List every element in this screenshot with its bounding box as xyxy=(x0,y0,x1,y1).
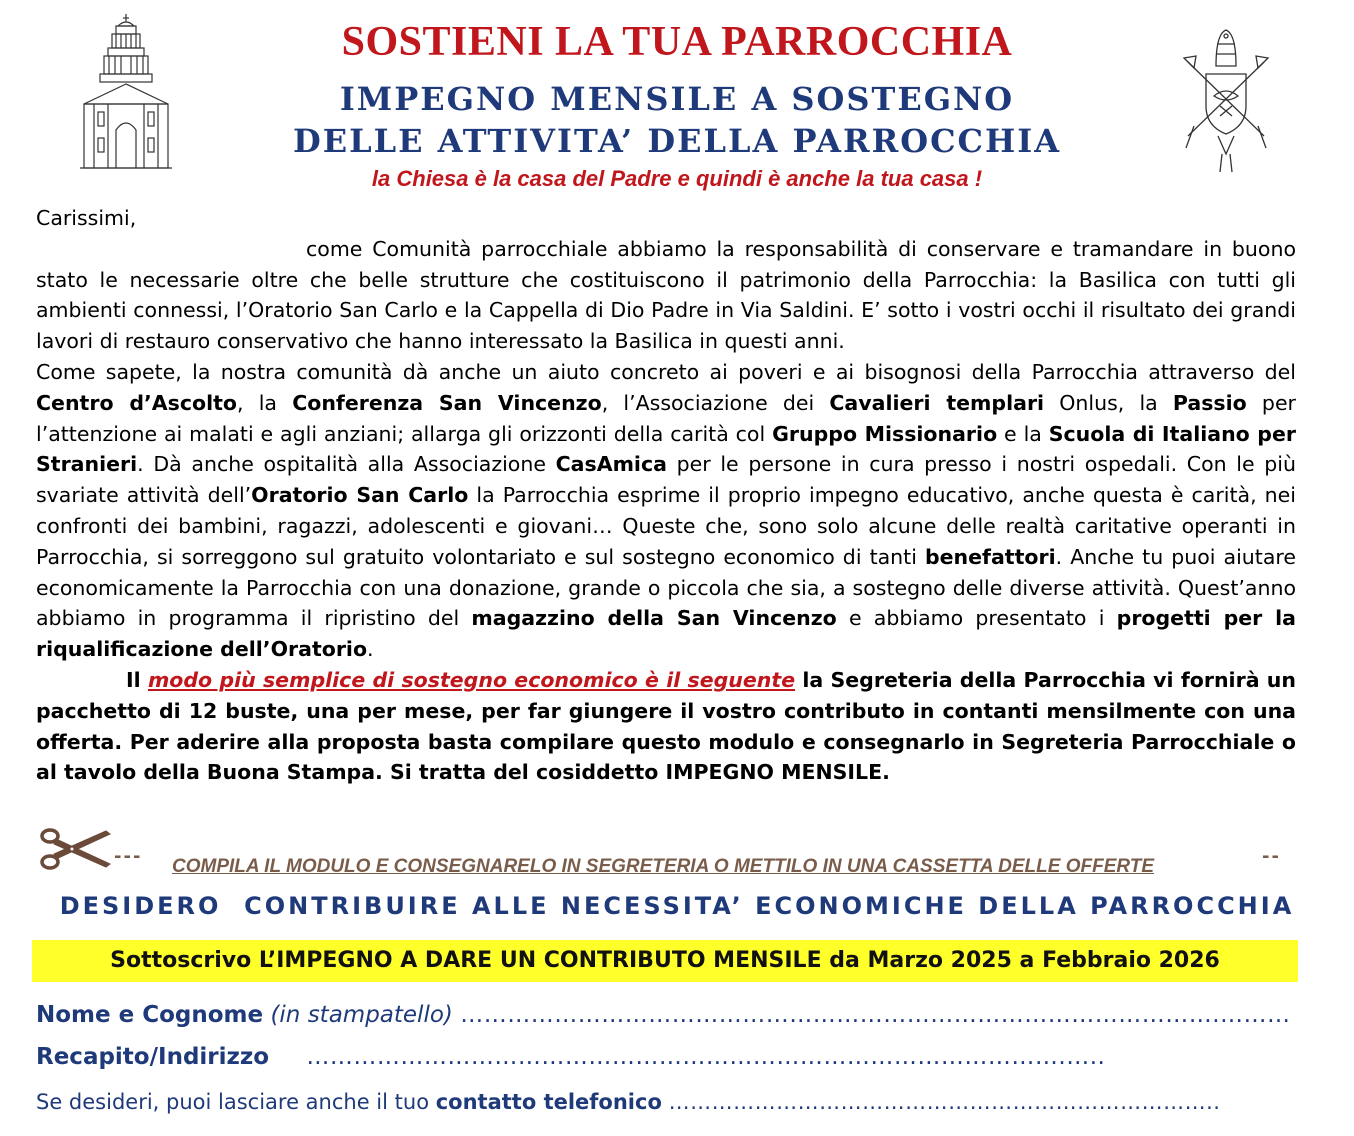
name-dotted-line[interactable]: …………………………………………………………………………………….……… xyxy=(460,1002,1291,1028)
address-field[interactable] xyxy=(36,1044,1105,1070)
cut-instruction: COMPILA IL MODULO E CONSEGNARELO IN SEGRETERIA O METTILO IN UNA CASSETTA DELLE OFFERTE xyxy=(172,856,1155,877)
phone-field[interactable] xyxy=(36,1090,1220,1114)
subtitle-line-1: IMPEGNO MENSILE A SOSTEGNO xyxy=(339,80,1015,118)
tagline: la Chiesa è la casa del Padre e quindi è anche la tua casa ! xyxy=(371,166,983,191)
address-label: Recapito/Indirizzo xyxy=(36,1044,270,1070)
address-dotted-line[interactable]: …………………………………………………………………………………….….. xyxy=(306,1044,1106,1070)
form-heading: DESIDERO CONTRIBUIRE ALLE NECESSITA’ ECONOMICHE DELLA PARROCCHIA xyxy=(59,892,1295,920)
phone-dotted-line[interactable]: ………………………………………………………………….. xyxy=(668,1090,1221,1114)
phone-prefix: Se desideri, puoi lasciare anche il tuo xyxy=(36,1090,436,1114)
name-field[interactable] xyxy=(36,1002,1291,1028)
name-label: Nome e Cognome xyxy=(36,1002,264,1028)
greeting: Carissimi, xyxy=(36,206,137,230)
scissors-icon xyxy=(40,824,112,874)
paragraph-3: Il modo più semplice di sostegno economico è il seguente la Segreteria della Parrocchia vi fornirà un pacchetto di 12 buste, una per mese, per far giungere il vostro contributo in contanti mensilmente con una offerta. Per aderire alla proposta basta compilare questo modulo e consegnarlo in Segreteria Parrocchiale o al tavolo della Buona Stampa. Si tratta del cosiddetto IMPEGNO MENSILE. xyxy=(36,667,1296,785)
highlighted-phrase: modo più semplice di sostegno economico è il seguente xyxy=(147,667,796,692)
page-title: SOSTIENI LA TUA PARROCCHIA xyxy=(341,19,1013,65)
paragraph-1: come Comunità parrocchiale abbiamo la responsabilità di conservare e tramandare in buono stato le necessarie oltre che belle strutture che costituiscono il patrimonio della Parrocchia: la Basilica con tutti gli ambienti connessi, l’Oratorio San Carlo e la Cappella di Dio Padre in Via Saldini. E’ sotto i vostri occhi il risultato dei grandi lavori di restauro conservativo che hanno interessato la Basilica in questi anni. xyxy=(36,236,1296,354)
subtitle-line-2: DELLE ATTIVITA’ DELLA PARROCCHIA xyxy=(292,122,1062,160)
commitment-banner: Sottoscrivo L’IMPEGNO A DARE UN CONTRIBUTO MENSILE da Marzo 2025 a Febbraio 2026 xyxy=(32,940,1298,982)
phone-label: contatto telefonico xyxy=(435,1090,662,1114)
cut-line-right: -- xyxy=(1262,846,1281,867)
cut-line-left: --- xyxy=(114,846,143,867)
letter-body xyxy=(36,203,1296,788)
name-hint: (in stampatello) xyxy=(270,1002,453,1028)
paragraph-2: Come sapete, la nostra comunità dà anche un aiuto concreto ai poveri e ai bisognosi della Parrocchia attraverso del Centro d’Ascolto, la Conferenza San Vincenzo, l’Associazione dei Cavalieri templari Onlus, la Passio per l’attenzione ai malati e agli anziani; allarga gli orizzonti della carità col Gruppo Missionario e la Scuola di Italiano per Stranieri. Dà anche ospitalità alla Associazione CasAmica per le persone in cura presso i nostri ospedali. Con le più svariate attività dell’Oratorio San Carlo la Parrocchia esprime il proprio impegno educativo, anche questa è carità, nei confronti dei bambini, ragazzi, adolescenti e giovani… Queste che, sono solo alcune delle realtà caritative operanti in Parrocchia, si sorreggono sul gratuito volontariato e sul sostegno economico di tanti benefattori. Anche tu puoi aiutare economicamente la Parrocchia con una donazione, grande o piccola che sia, a sostegno delle diverse attività. Quest’anno abbiamo in programma il ripristino del magazzino della San Vincenzo e abbiamo presentato i progetti per la riqualificazione dell’Oratorio. xyxy=(36,359,1296,662)
